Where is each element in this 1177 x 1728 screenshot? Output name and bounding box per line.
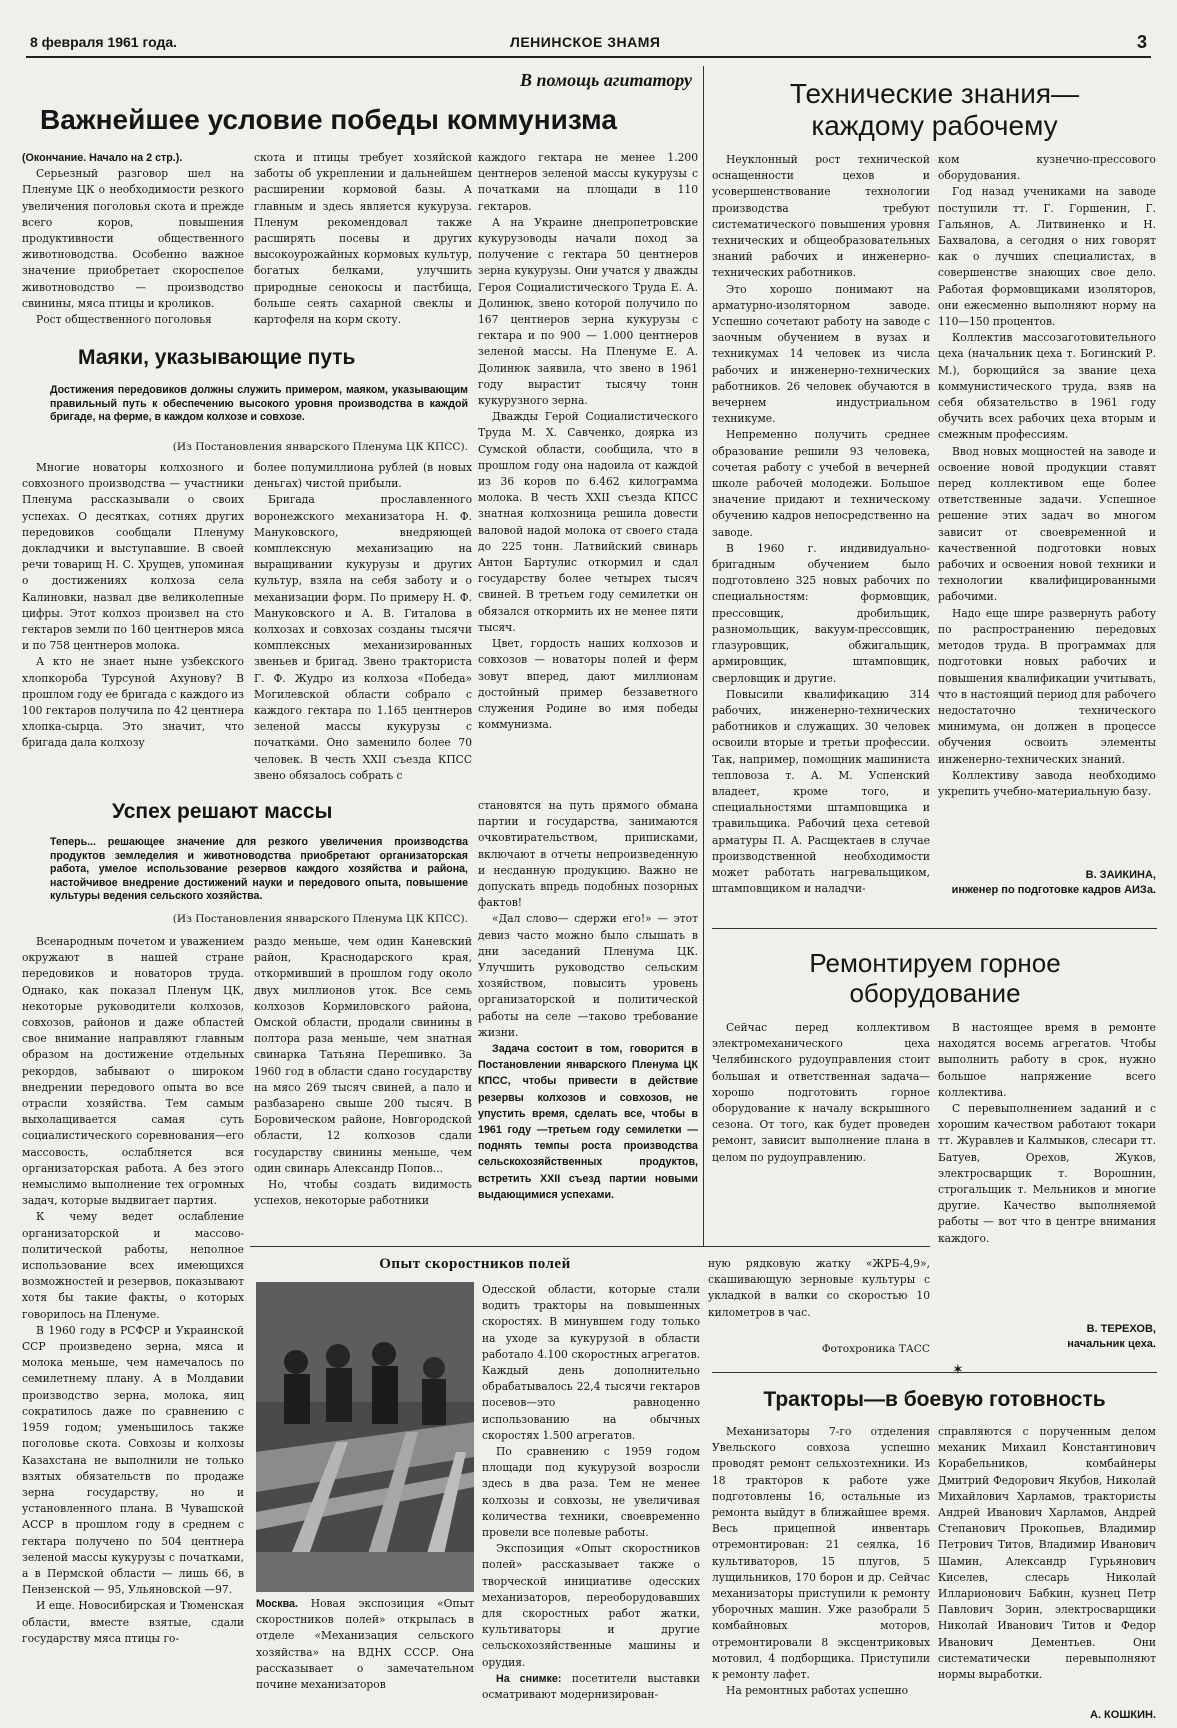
main-article-col3 bbox=[478, 150, 698, 788]
paragraph: В 1960 году в РСФСР и Украинской ССР произведено зерна, мяса и молока меньше, чем намечалось по семилетнему плану. А в Молдавии производство зерна, молока, яиц сократилось даже по сравнению с 1959 годом; уменьшилось также поголовье скота. Совхозы и колхозы Казахстана не выполнили не только взятых обязательств по продаже зерна государству, но и установленного плана. В Чувашской АССР в прошлом году в среднем с гектара получено по 504 центнера зеленой массы кукурузы с початками, а в Пермской области — лишь 66, в Пензенской — 95, Ульяновской —97. bbox=[22, 1323, 244, 1597]
paragraph: И еще. Новосибирская и Тюменская области, вместе взятые, сдали государству мяса птицы го- bbox=[22, 1599, 244, 1645]
remont-col1 bbox=[712, 1020, 930, 1240]
section-divider bbox=[712, 1372, 1157, 1373]
paragraph: С перевыполнением заданий и с хорошим качеством работают токари тт. Журавлев и Калмыков, слесари тт. Батуев, Орехов, Жуков, электросварщик т. Ворошнин, строгальщик т. Мельников и многие другие. Качество выполняемой работы — вот что в центре внимания каждого. bbox=[938, 1102, 1156, 1245]
title-line: Ремонтируем горное bbox=[809, 948, 1061, 978]
remont-col2 bbox=[938, 1020, 1156, 1245]
page-number: 3 bbox=[1136, 32, 1147, 52]
title-line: оборудование bbox=[849, 978, 1021, 1008]
paragraph: ком кузнечно-прессового оборудования. bbox=[938, 153, 1156, 183]
uspeh-citation: (Из Постановления январского Пленума ЦК КПСС). bbox=[172, 913, 468, 925]
main-article-col1 bbox=[22, 150, 244, 340]
mayaki-citation: (Из Постановления январского Пленума ЦК КПСС). bbox=[172, 441, 468, 453]
paragraph: Коллектив массозаготовительного цеха (начальник цеха т. Богинский Р. М.), борющийся за звание цеха коммунистического труда, взяв на себя обязательство в 1961 году обучить всех рабочих цеха вторым и смежным профессиям. bbox=[938, 331, 1156, 442]
uspeh-col2 bbox=[254, 934, 472, 1246]
opyt-title: Опыт скоростников полей bbox=[379, 1256, 571, 1272]
tractor-photo-icon bbox=[256, 1282, 474, 1592]
paragraph: К чему ведет ослабление организаторской и массово-политической работы, неполное использование всех имеющихся возможностей и резервов, показывают хотя бы такие факты, о которых говорилось на Пленуме. bbox=[22, 1210, 244, 1321]
mayaki-col2 bbox=[254, 460, 472, 790]
uspeh-lede: Теперь... решающее значение для резкого увеличения производства продуктов земледелия и животноводства приобретают организаторская работа, умелое использование резервов каждого хозяйства и района, настойчивое внедрение достижений науки и передового опыта, повышение культуры ведения сельского хозяйства. bbox=[50, 836, 468, 902]
paragraph: Ввод новых мощностей на заводе и освоение новой продукции ставят перед коллективом еще более ответственные задачи. Успешное решение этих задач во многом зависит от своевременной и качественной подготовки новых рабочих и освоения новой техники и технологии квалифицированными рабочими. bbox=[938, 444, 1156, 604]
tech-article-title bbox=[712, 78, 1157, 142]
uspeh-col1 bbox=[22, 934, 244, 1724]
paragraph: В настоящее время в ремонте находятся восемь агрегатов. Чтобы выполнить работу в срок, нужно большое напряжение всего коллектива. bbox=[938, 1021, 1156, 1099]
paragraph: Всенародным почетом и уважением окружают в нашей стране передовиков и новаторов труда. Однако, как показал Пленум ЦК, некоторые руководители колхозов, совхозов, районов и даже областей свое внимание направляют главным образом на достижение отдельных рекордов, забывают о широком внедрении передового опыта во все отрасли хозяйства. Тем самым выхолащивается самая суть социалистического соревнования—его массовость, ослабляется вся организаторская работа. А без этого немыслимо выполнение тех огромных задач, которые выдвигает партия. bbox=[22, 935, 244, 1208]
section-divider bbox=[250, 1246, 930, 1247]
section-title-mayaki: Маяки, указывающие путь bbox=[78, 346, 356, 369]
rubric-agitator: В помощь агитатору bbox=[519, 70, 692, 90]
paragraph: Дважды Герой Социалистического Труда М. Х. Савченко, доярка из Сумской области, сообщила, что в прошлом году она надоила от каждой из 36 коров по 6.462 килограмма молока. В честь XXII съезда КПСС знатная колхозница решила довести валовой надой молока от своего стада до 225 тонн. Латвийский свинарь Антон Бартулис откормил и сдал государству более четырех тысяч свиней. В третьем году семилетки он обязался откормить их не менее пяти тысяч. bbox=[478, 410, 698, 634]
mayaki-col1 bbox=[22, 460, 244, 790]
traktory-signature: А. КОШКИН. bbox=[1090, 1709, 1156, 1721]
tech-col2 bbox=[938, 152, 1156, 852]
paragraph bbox=[482, 1671, 700, 1703]
paragraph: В 1960 г. индивидуально-бригадным обучением было подготовлено 325 новых рабочих по специальностям: формовщик, прессовщик, дробильщик, разномольщик, вакуум-прессовщик, глазуровщик, обжигальщик, армировщик, штамповщик, сверловщик и другие. bbox=[712, 541, 930, 685]
issue-date: 8 февраля 1961 года. bbox=[30, 34, 178, 50]
paragraph: Одесской области, которые стали водить тракторы на повышенных скоростях. В минувшем году только на уходе за кукурузой в области работало 4.100 скоростных агрегатов. Каждый день дополнительно обрабатывалось 22,4 тысячи гектаров посевов—это равноценно использованию на обычных скоростях 1.500 агрегатов. bbox=[482, 1283, 700, 1442]
paragraph: Коллективу завода необходимо укрепить учебно-материальную базу. bbox=[938, 768, 1156, 798]
section-divider bbox=[712, 928, 1157, 929]
opyt-col3 bbox=[708, 1256, 930, 1336]
paragraph: ную рядковую жатку «ЖРБ-4,9», скашивающую зерновые культуры с укладкой в валки со скоростью 10 километров в час. bbox=[708, 1257, 930, 1319]
masthead bbox=[30, 34, 1147, 56]
caption-text bbox=[256, 1596, 474, 1693]
newspaper-title: ЛЕНИНСКОЕ ЗНАМЯ bbox=[510, 34, 661, 50]
paragraph-bold: Задача состоит в том, говорится в Постановлении январского Пленума ЦК КПСС, чтобы привести в действие резервы колхозов и совхозов, не упустить время, сделать все, чтобы в 1961 году —третьем году семилетки — поднять темпы роста производства сельскохозяйственных продуктов, встретить XXII съезд партии новыми выдающимися успехами. bbox=[478, 1043, 698, 1201]
paragraph: Надо еще шире развернуть работу по распространению передовых методов труда. В программах для подготовки новых рабочих и повышения квалификации учитывать, что в настоящий период для рабочего недостаточно технического минимума, он должен в процессе обучения освоить элементы инженерно-технических знаний. bbox=[938, 606, 1156, 766]
paragraph: А кто не знает ныне узбекского хлопкороба Турсуной Ахунову? В прошлом году ее бригада с каждого из 100 гектаров получила по 42 центнера хлопка-сырца. Это значит, что бригада дала колхозу bbox=[22, 655, 245, 750]
continuation-note: (Окончание. Начало на 2 стр.). bbox=[22, 152, 183, 164]
mayaki-lede: Достижения передовиков должны служить примером, маяком, указывающим правильный путь к обеспечению высокого уровня производства в каждой бригаде, на ферме, в каждом колхозе и совхозе. bbox=[50, 384, 468, 423]
paragraph: «Дал слово— сдержи его!» — этот девиз часто можно было слышать в дни заседаний Пленума ЦК. Улучшить руководство сельским хозяйством, повысить уровень организаторской и политической работы на селе —таково требование жизни. bbox=[478, 912, 698, 1039]
paragraph: Непременно получить среднее образование решили 93 человека, сочетая работу с учебой в вечерней школе рабочей молодежи. Большое значение придают и техническому обучению кадров непосредственно на заводе. bbox=[712, 428, 930, 539]
paragraph: справляются с порученным делом механик Михаил Константинович Корабельников, комбайнеры Дмитрий Федорович Якубов, Николай Михайлович Харламов, трактористы Андрей Иванович Харламов, Андрей Степанович Прокопьев, Владимир Петрович Титов, Владимир Иванович Шамин, Александр Гурьянович Киселев, слесарь Николай Илларионович Бабкин, кузнец Петр Павлович Зорин, электросварщики Николай Иванович Титов и Федор Иванович Дементьев. Они систематически перевыполняют нормы выработки. bbox=[938, 1425, 1156, 1682]
paragraph: Цвет, гордость наших колхозов и совхозов — новаторы полей и ферм зовут вперед, дают миллионам достойный пример беззаветного служения Родине во имя победы коммунизма. bbox=[478, 637, 698, 732]
tech-col1 bbox=[712, 152, 930, 922]
paragraph: А на Украине днепропетровские кукурузоводы начали поход за получение с гектара 50 центнеров зерна кукурузы. Они учатся у дважды Героя Социалистического Труда Е. А. Долинюк, звено которой получило по 167 центнеров зерна кукурузы с гектара и по 900 — 1.000 центнеров зеленой массы. На Пленуме Е. А. Долинюк заявила, что звено в 1961 году вырастит тысячу тонн кукурузного зерна. bbox=[478, 215, 698, 408]
traktory-col2 bbox=[938, 1424, 1156, 1704]
uspeh-col3 bbox=[478, 798, 698, 1244]
paragraph: Рост общественного поголовья bbox=[36, 313, 212, 327]
title-line: каждому рабочему bbox=[811, 110, 1058, 141]
section-title-uspeh: Успех решают массы bbox=[112, 800, 333, 823]
paragraph: Механизаторы 7-го отделения Увельского совхоза успешно проводят ремонт сельхозтехники. Из 18 тракторов к работе уже подготовлены 16, остальные из ремонта выйдут в ближайшее время. Весь прицепной инвентарь отремонтирован: 21 сеялка, 16 культиваторов, 15 плугов, 5 лущильников, 170 борон и др. Сейчас механизаторы приступили к ремонту уборочных машин. Уже разобрали 5 комбайновых моторов, отремонтировали 8 эксцентриковых мотовил, 4 подборщика. Приступили к ремонту лафет. bbox=[712, 1425, 930, 1682]
paragraph: скота и птицы требует хозяйской заботы об укреплении и дальнейшем расширении кормовой базы. А главным и здесь является кукуруза. Пленум рекомендовал также расширять посевы и других высокоурожайных кормовых культур, богатых белками, улучшить природные сенокосы и пастбища, больше сеять сахарной свеклы и картофеля на корм скоту. bbox=[254, 151, 472, 327]
na-snimke-text: посетители выставки осматривают модернизирован- bbox=[482, 1671, 700, 1702]
column-divider bbox=[703, 66, 704, 1246]
title-line: Технические знания— bbox=[789, 78, 1080, 109]
author-role: начальник цеха. bbox=[1067, 1338, 1156, 1350]
na-snimke-label: На снимке: bbox=[496, 1672, 562, 1685]
traktory-col1 bbox=[712, 1424, 930, 1726]
photo-credit: Фотохроника ТАСС bbox=[821, 1343, 930, 1355]
paragraph: Повысили квалификацию 314 рабочих, инженерно-технических работников и служащих. 30 человек освоили вторые и третьи профессии. Так, например, помощник машиниста тепловоза т. А. М. Успенский владеет, кроме того, и специальностями штамповщика и травильщика. Рабочий цеха сетевой арматуры П. А. Расщектаев в случае производственной необходимости может работать нагревальщиком, штамповщиком и наладчи- bbox=[712, 687, 930, 896]
author-name: В. ТЕРЕХОВ, bbox=[1086, 1323, 1156, 1335]
paragraph: раздо меньше, чем один Каневский район, Краснодарского края, откормивший в прошлом году около двух миллионов уток. Все семь колхозов Кормиловского района, Омской области, продали свинины в полтора раза меньше, чем знатная свинарка Татьяна Перешивко. За 1960 год в области сдано государству на мясо 269 тысяч свиней, а пало и разбазарено свыше 200 тысяч. В Боровическом районе, Новгородской области, 12 колхозов сдали государству свинины меньше, чем один свинарь Александр Попов... bbox=[254, 935, 472, 1175]
paragraph: На ремонтных работах успешно bbox=[726, 1684, 909, 1698]
main-article-title: Важнейшее условие победы коммунизма bbox=[40, 104, 617, 135]
tech-signature bbox=[938, 868, 1156, 898]
paragraph: Сейчас перед коллективом электромеханического цеха Челябинского рудоуправления стоит большая и ответственная задача—хорошо подготовить горное оборудование к началу вскрышного сезона. От того, как будет проведен ремонт, зависит выполнение плана в целом по рудоуправлению. bbox=[712, 1021, 930, 1164]
traktory-title: Тракторы—в боевую готовность bbox=[763, 1388, 1106, 1411]
remont-signature bbox=[938, 1322, 1156, 1352]
paragraph: По сравнению с 1959 годом площади под кукурузой возросли здесь в два раза. Тем не менее колхозы и совхозы, не увеличивая количества техники, своевременно провели все полевые работы. bbox=[482, 1445, 700, 1540]
paragraph: Но, чтобы создать видимость успехов, некоторые работники bbox=[254, 1178, 472, 1208]
caption-body: Новая экспозиция «Опыт скоростников полей» открылась в отделе «Механизация сельского хозяйства» на ВДНХ СССР. Она рассказывает о замечательном почине механизаторов bbox=[256, 1597, 474, 1692]
author-name: В. ЗАИКИНА, bbox=[1085, 869, 1156, 881]
paragraph: Экспозиция «Опыт скоростников полей» рассказывает также о творческой инициативе одесских механизаторов, переоборудовавших для скоростных работ жатки, культиваторы и другие сельскохозяйственные машины и орудия. bbox=[482, 1542, 700, 1669]
remont-title bbox=[720, 948, 1150, 1008]
paragraph: более полумиллиона рублей (в новых деньгах) чистой прибыли. bbox=[254, 461, 472, 491]
author-role: инженер по подготовке кадров АИЗа. bbox=[951, 884, 1156, 896]
paragraph: Это хорошо понимают на арматурно-изоляторном заводе. Успешно сочетают работу на заводе с заочным обучением в вузах и техникумах 14 человек из числа рабочих и инженерно-технических работников. 26 человек обучаются в вечернем индустриальном техникуме. bbox=[712, 282, 930, 426]
paragraph: становятся на путь прямого обмана партии и государства, занимаются очковтирательством, приписками, включают в отчеты непроизведенную и несданную продукцию. Важно не допускать впредь подобных позорных фактов! bbox=[478, 799, 698, 910]
caption-city: Москва. bbox=[256, 1598, 298, 1610]
paragraph: каждого гектара не менее 1.200 центнеров зеленой массы кукурузы с початками на площади в 110 гектаров. bbox=[478, 151, 698, 213]
masthead-rule bbox=[26, 56, 1151, 58]
photo-caption bbox=[256, 1596, 474, 1724]
paragraph: Многие новаторы колхозного и совхозного производства — участники Пленума рассказывали о своих успехах. О десятках, сотнях других передовиков сообщали Пленуму докладчики и выступавшие. В своей речи товарищ Н. С. Хрущев, упоминая о достижениях колхоза села Калиновки, назвал две великолепные цифры. Этот колхоз произвел на сто гектаров земли по 160 центнеров мяса и по 758 центнеров молока. bbox=[22, 461, 244, 653]
paragraph: Неуклонный рост технической оснащенности цехов и усовершенствование технологии производства требуют систематического повышения уровня технических и общеобразовательных знаний рабочих и инженерно-технических работников. bbox=[712, 153, 930, 280]
main-article-col2 bbox=[254, 150, 472, 340]
paragraph: Бригада прославленного воронежского механизатора Н. Ф. Мануковского, внедряющей комплексную механизацию на выращивании кукурузы и других культур, взяла на себя заботу и о механизации форм. По примеру Н. Ф. Мануковского и А. В. Гиталова в колхозах и совхозах созданы тысячи комплексных механизированных звеньев и бригад. Звено тракториста Г. Ф. Жудро из колхоза «Победа» Могилевской области собрало с каждого гектара по 1.165 центнеров зеленой массы кукурузы с початками. Оно заменило более 70 человек. В честь XXII съезда КПСС звено обязалось собрать с bbox=[254, 493, 472, 782]
paragraph: Год назад учениками на заводе поступили тт. Г. Горшенин, Г. Гальянов, А. Литвиненко и Н. Бахвалова, а сегодня о них говорят как о лучших специалистах, в совершенстве знающих свое дело. Работая формовщиками изоляторов, они ежесменно выполняют норму на 110—150 процентов. bbox=[938, 185, 1156, 329]
paragraph: Серьезный разговор шел на Пленуме ЦК о необходимости резкого увеличения поголовья скота и прежде всего коров, повышения продуктивности общественного животноводства. Особенно важное значение приобретает скороспелое животноводство — производство свинины, мяса птицы и кроликов. bbox=[22, 167, 244, 310]
opyt-col2 bbox=[482, 1282, 700, 1726]
star-separator-icon: ✶ bbox=[952, 1362, 964, 1378]
